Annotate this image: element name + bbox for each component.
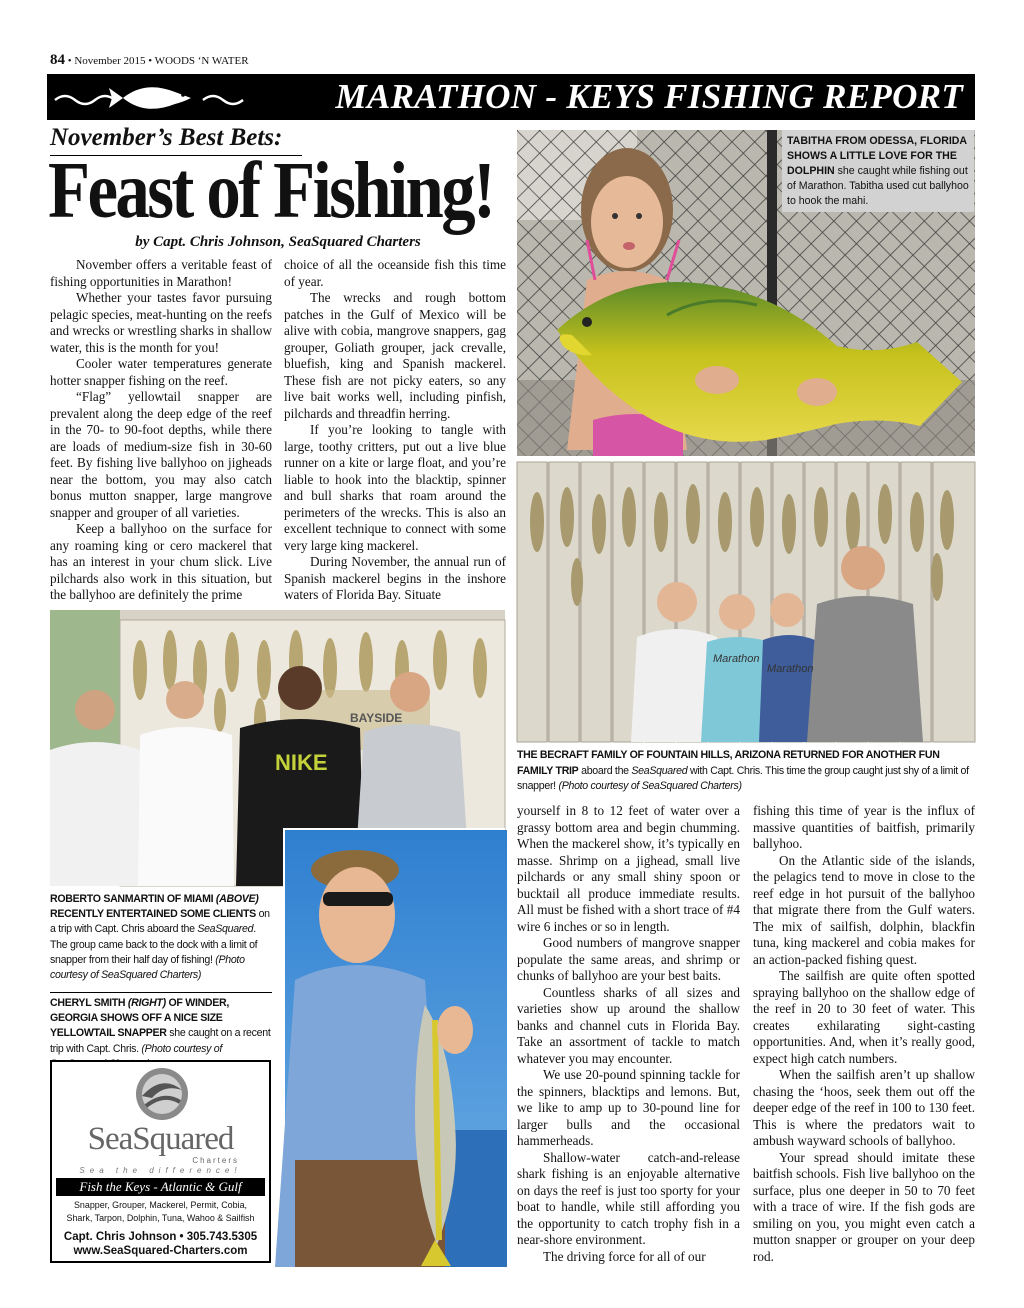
seasquared-ad <box>50 1060 271 1263</box>
caption-lead: THE BECRAFT FAMILY OF FOUNTAIN HILLS, ARIZONA RETURNED FOR ANOTHER FUN FAMILY TRIP <box>517 749 940 777</box>
paragraph: fishing this time of year is the influx of massive quantities of baitfish, primarily ballyhoo. <box>753 803 975 851</box>
ad-url: www.SeaSquared-Charters.com <box>73 1245 248 1257</box>
photo-shirt-text: Marathon <box>767 663 814 675</box>
boat-name: SeaSquared <box>197 923 254 936</box>
folio <box>50 52 249 69</box>
paragraph: yourself in 8 to 12 feet of water over a grassy bottom area and begin chumming. When the mackerel show, it’s typically en masse. Shrimp on a jighead, small live pilchards or any small shiny spoon or bucktail all produce immediate results. All must be fished with a short trace of #4 wire 6 inches or so in length. <box>517 803 740 934</box>
caption-body: she caught on a recent trip with Capt. Chris. <box>50 1027 271 1055</box>
ad-contact <box>52 1230 269 1258</box>
caption-tabitha <box>782 130 974 212</box>
caption-lead: ROBERTO SANMARTIN OF MIAMI <box>50 893 216 905</box>
seasquared-logo-icon <box>132 1066 192 1122</box>
svg-text:NIKE: NIKE <box>275 750 328 775</box>
photo-becraft-family <box>517 462 975 742</box>
paragraph: November offers a veritable feast of fishing opportunities in Marathon! <box>50 257 272 289</box>
photo-cheryl-image <box>285 830 507 1267</box>
paragraph: Good numbers of mangrove snapper populate the same areas, and shrimp or chunks of ballyhoo are your best baits. <box>517 935 740 983</box>
caption-lead: RECENTLY ENTERTAINED SOME CLIENTS <box>50 908 256 921</box>
caption-body: on a trip with Capt. Chris aboard the <box>50 908 270 936</box>
ad-tagline: Sea the difference! <box>79 1166 242 1175</box>
caption-body: with Capt. Chris. This time the group caught just shy of a limit of snapper! <box>517 764 969 792</box>
boat-name: SeaSquared <box>631 764 688 777</box>
ad-species-list: Snapper, Grouper, Mackerel, Permit, Cobia, Shark, Tarpon, Dolphin, Tuna, Wahoo & Sailfish <box>66 1200 255 1224</box>
ad-brand-name: SeaSquared <box>87 1121 234 1157</box>
photo-credit: (Photo courtesy of SeaSquared Charters) <box>558 780 742 792</box>
photo-cheryl-yellowtail <box>283 828 505 1265</box>
photo-credit: (Photo courtesy of <box>141 1042 222 1055</box>
caption-direction: (RIGHT) <box>127 997 166 1009</box>
ad-banner: Fish the Keys - Atlantic & Gulf <box>56 1178 265 1196</box>
caption-body: aboard the <box>578 764 632 777</box>
caption-becraft <box>517 748 975 796</box>
caption-lead: TABITHA FROM ODESSA, FLORIDA SHOWS A LITTLE LOVE FOR THE DOLPHIN <box>787 135 967 177</box>
paragraph: The sailfish are quite often spotted spraying ballyhoo on the shallow edge of the reef in 20 to 30 feet of water. This creates exhilarating sight-casting opportunities. And, when it’s really good, expect high catch numbers. <box>753 968 975 1066</box>
paragraph: We use 20-pound spinning tackle for the spinners, blacktips and lemons. But, we like to amp up to 30-pound line for larger bulls and the occasional hammerheads. <box>517 1067 740 1148</box>
caption-divider <box>50 992 272 993</box>
photo-sign-text: BAYSIDE <box>350 711 403 725</box>
fish-icon <box>53 80 253 114</box>
paragraph: Cooler water temperatures generate hotter snapper fishing on the reef. <box>50 356 272 388</box>
paragraph: “Flag” yellowtail snapper are prevalent along the deep edge of the reef in the 70- to 90-foot depths, while there are loads of medium-size fish in 30-60 feet. By fishing live ballyhoo on jigheads near the bottom, you may also catch bonus mutton snapper, large mangrove snapper and grouper of all varieties. <box>50 389 272 520</box>
byline: by Capt. Chris Johnson, SeaSquared Charters <box>135 234 421 250</box>
article-column-4 <box>753 803 975 1265</box>
photo-becraft-image <box>517 462 975 742</box>
article-column-2 <box>284 257 506 606</box>
photo-shirt-text: Marathon <box>713 653 760 665</box>
caption-roberto <box>50 892 272 988</box>
caption-cheryl <box>50 996 272 1056</box>
section-banner <box>47 74 975 120</box>
ad-phone: Capt. Chris Johnson • 305.743.5305 <box>63 1231 258 1243</box>
article-column-3 <box>517 803 740 1265</box>
caption-body: . The group came back to the dock with a limit of snapper from their half day of fishing! <box>50 923 258 966</box>
photo-credit: (Photo courtesy of SeaSquared Charters) <box>50 953 245 982</box>
caption-lead: CHERYL SMITH <box>50 997 128 1009</box>
paragraph: During November, the annual run of Spanish mackerel begins in the inshore waters of Florida Bay. Situate <box>284 554 506 602</box>
paragraph: On the Atlantic side of the islands, the pelagics tend to move in close to the reef edge in hot pursuit of the ballyhoo that migrate there from the Gulf waters. The mix of sailfish, dolphin, blackfin tuna, king mackerel and cobia makes for an action-packed fishing quest. <box>753 852 975 967</box>
page-number: 84 <box>50 52 65 68</box>
paragraph: When the sailfish aren’t up shallow chasing the ‘hoos, seek them out off the deeper edge of the reef in 100 to 130 feet. This is where the predators wait to ambush wayward schools of ballyhoo. <box>753 1067 975 1148</box>
paragraph: The driving force for all of our <box>543 1248 706 1264</box>
paragraph: Your spread should imitate these baitfish schools. Fish live ballyhoo on the surface, plus one deeper in 50 to 70 feet with a trace of wire. If the fish gods are smiling on you, you might even catch a mutton snapper or grouper on your deep rod. <box>753 1149 975 1264</box>
paragraph: If you’re looking to tangle with large, toothy critters, put out a live blue runner on a kite or large float, and you’re liable to hook into the blacktip, spinner and bull sharks that roam around the perimeters of the wrecks. This is also an excellent technique to connect with some very large king mackerel. <box>284 422 506 553</box>
paragraph: Countless sharks of all sizes and varieties show up around the shallow banks and channel cuts in Florida Bay. Take an assortment of tackle to match whatever you may encounter. <box>517 984 740 1066</box>
banner-title: MARATHON - KEYS FISHING REPORT <box>335 77 963 116</box>
paragraph: choice of all the oceanside fish this time of year. <box>284 257 506 289</box>
caption-lead: OF WINDER, GEORGIA SHOWS OFF A NICE SIZE YELLOWTAIL SNAPPER <box>50 997 230 1040</box>
paragraph: Keep a ballyhoo on the surface for any roaming king or cero mackerel that has an interest in your chum slick. Live pilchards also work in this situation, but the ballyhoo are definitely the prime <box>50 521 272 602</box>
ad-brand-sub: Charters <box>192 1156 239 1165</box>
issue-line: • November 2015 • WOODS ‘N WATER <box>65 55 249 67</box>
caption-body: she caught while fishing out of Marathon. Tabitha used cut ballyhoo to hook the mahi. <box>787 165 969 207</box>
paragraph: The wrecks and rough bottom patches in the Gulf of Mexico will be alive with cobia, mangrove snappers, gag grouper, Goliath grouper, jack crevalle, bluefish, king and Spanish mackerel. These fish are not picky eaters, so any live bait works well, including pinfish, pilchards and threadfin herring. <box>284 290 506 421</box>
paragraph: Whether your tastes favor pursuing pelagic species, meat-hunting on the reefs and wrecks or wrestling sharks in shallow water, this is the month for you! <box>50 290 272 355</box>
article-column-1 <box>50 257 272 606</box>
headline: Feast of Fishing! <box>48 147 494 235</box>
kicker: November’s Best Bets: <box>50 124 283 151</box>
paragraph: Shallow-water catch-and-release shark fishing is an enjoyable alternative on days the reef is just too sporty for your boat to handle, while still affording you the opportunity to catch trophy fish in a near-shore environment. <box>517 1149 740 1247</box>
caption-direction: (ABOVE) <box>215 893 259 905</box>
